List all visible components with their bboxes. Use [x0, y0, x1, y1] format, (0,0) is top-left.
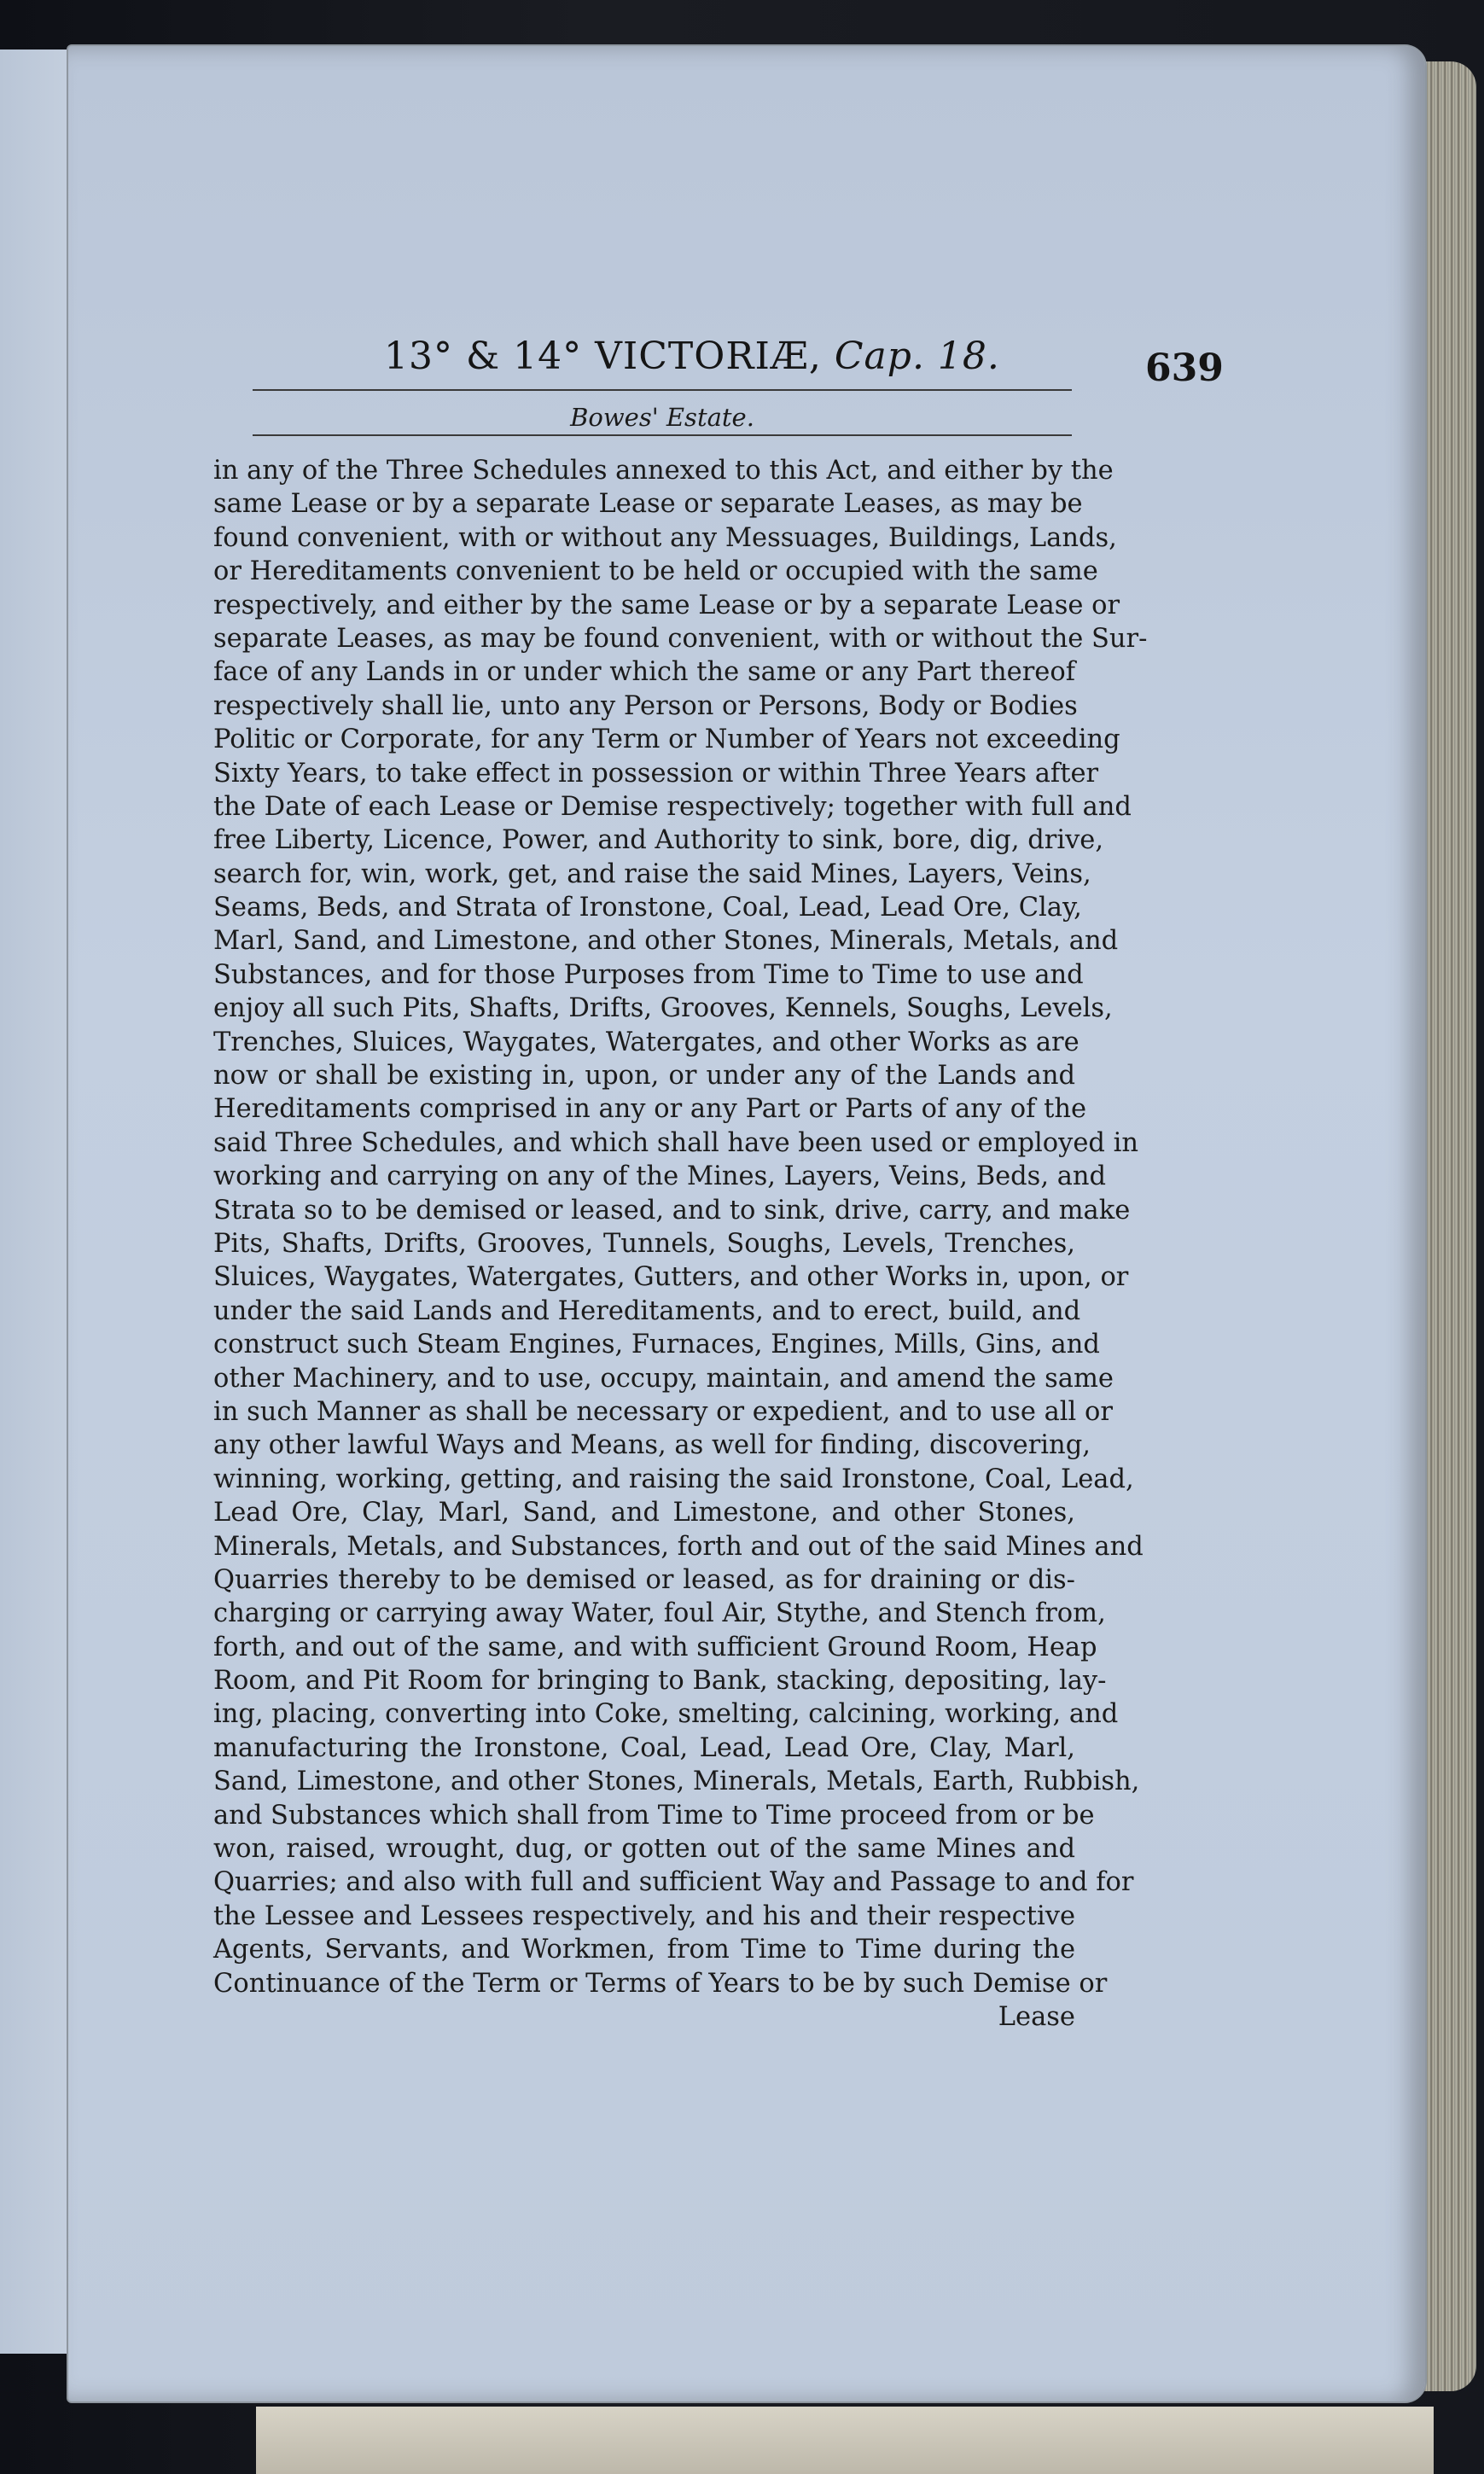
- text-line: Politic or Corporate, for any Term or Number of Years not exceeding: [213, 725, 1120, 755]
- text-line: enjoy all such Pits, Shafts, Drifts, Grooves, Kennels, Soughs, Levels,: [213, 993, 1113, 1024]
- page-number: 639: [1145, 346, 1224, 390]
- text-line: manufacturing the Ironstone, Coal, Lead, Lead Ore, Clay, Marl,: [213, 1732, 1075, 1763]
- text-line: respectively, and either by the same Lease or by a separate Lease or: [213, 590, 1120, 620]
- text-line: in any of the Three Schedules annexed to this Act, and either by the: [213, 456, 1114, 486]
- text-line: now or shall be existing in, upon, or under any of the Lands and: [213, 1061, 1075, 1091]
- running-head-title: 13° & 14° VICTORIÆ,: [384, 335, 822, 378]
- text-line: Substances, and for those Purposes from Time to Time to use and: [213, 959, 1084, 990]
- catchword: Lease: [998, 2001, 1075, 2032]
- text-line: construct such Steam Engines, Furnaces, Engines, Mills, Gins, and: [213, 1330, 1100, 1360]
- text-line: working and carrying on any of the Mines, Layers, Veins, Beds, and: [213, 1161, 1107, 1192]
- running-head-chapter: Cap. 18.: [834, 335, 1000, 378]
- text-line: Continuance of the Term or Terms of Years to be by such Demise or: [213, 1968, 1108, 1999]
- section-subhead: Bowes' Estate.: [570, 403, 754, 432]
- header-rule-bottom: [253, 434, 1072, 436]
- text-line: same Lease or by a separate Lease or separate Leases, as may be: [213, 489, 1083, 520]
- text-line: respectively shall lie, unto any Person or Persons, Body or Bodies: [213, 690, 1078, 721]
- text-line: won, raised, wrought, dug, or gotten out of the same Mines and: [213, 1834, 1075, 1865]
- text-line: Strata so to be demised or leased, and to sink, drive, carry, and make: [213, 1195, 1131, 1225]
- text-line: any other lawful Ways and Means, as well for finding, discovering,: [213, 1430, 1091, 1461]
- text-line: under the said Lands and Hereditaments, and to erect, build, and: [213, 1295, 1081, 1326]
- text-line: Minerals, Metals, and Substances, forth and out of the said Mines and: [213, 1531, 1144, 1562]
- text-line: and Substances which shall from Time to Time proceed from or be: [213, 1800, 1095, 1831]
- book-page: [67, 44, 1427, 2403]
- text-line: the Lessee and Lessees respectively, and his and their respective: [213, 1901, 1075, 1931]
- text-line: Quarries thereby to be demised or leased, as for draining or dis-: [213, 1564, 1075, 1595]
- text-line: Seams, Beds, and Strata of Ironstone, Coal, Lead, Lead Ore, Clay,: [213, 893, 1082, 923]
- running-head: [384, 335, 1000, 378]
- header-rule-top: [253, 389, 1072, 391]
- text-line: the Date of each Lease or Demise respectively; together with full and: [213, 791, 1132, 822]
- text-line: Room, and Pit Room for bringing to Bank, stacking, depositing, lay-: [213, 1666, 1107, 1697]
- text-line: Trenches, Sluices, Waygates, Watergates, and other Works as are: [213, 1027, 1080, 1057]
- text-line: forth, and out of the same, and with sufficient Ground Room, Heap: [213, 1632, 1097, 1662]
- text-line: search for, win, work, get, and raise the said Mines, Layers, Veins,: [213, 859, 1091, 889]
- text-line: in such Manner as shall be necessary or expedient, and to use all or: [213, 1396, 1113, 1427]
- text-line: Marl, Sand, and Limestone, and other Stones, Minerals, Metals, and: [213, 926, 1119, 957]
- body-text: [213, 454, 1148, 2034]
- text-line: Sixty Years, to take effect in possession or within Three Years after: [213, 758, 1099, 789]
- text-line: Agents, Servants, and Workmen, from Time to Time during the: [213, 1935, 1075, 1965]
- text-line: Sand, Limestone, and other Stones, Minerals, Metals, Earth, Rubbish,: [213, 1767, 1140, 1797]
- text-line: separate Leases, as may be found convenient, with or without the Sur-: [213, 623, 1148, 654]
- text-line: free Liberty, Licence, Power, and Authority to sink, bore, dig, drive,: [213, 825, 1104, 856]
- text-line: Lead Ore, Clay, Marl, Sand, and Limestone, and other Stones,: [213, 1498, 1075, 1528]
- text-line: Pits, Shafts, Drifts, Grooves, Tunnels, Soughs, Levels, Trenches,: [213, 1228, 1075, 1259]
- text-line: or Hereditaments convenient to be held or occupied with the same: [213, 556, 1098, 587]
- text-line: other Machinery, and to use, occupy, maintain, and amend the same: [213, 1363, 1114, 1394]
- text-line: Quarries; and also with full and sufficient Way and Passage to and for: [213, 1867, 1134, 1898]
- text-line: said Three Schedules, and which shall have been used or employed in: [213, 1127, 1138, 1158]
- page-underneath-strip: [256, 2407, 1434, 2474]
- text-line: ing, placing, converting into Coke, smelting, calcining, working, and: [213, 1699, 1119, 1730]
- text-line: Sluices, Waygates, Watergates, Gutters, and other Works in, upon, or: [213, 1262, 1129, 1293]
- text-line: found convenient, with or without any Messuages, Buildings, Lands,: [213, 522, 1117, 553]
- text-line: Hereditaments comprised in any or any Part or Parts of any of the: [213, 1094, 1087, 1125]
- text-line: charging or carrying away Water, foul Air, Stythe, and Stench from,: [213, 1598, 1106, 1629]
- text-line: face of any Lands in or under which the same or any Part thereof: [213, 657, 1075, 688]
- text-line: winning, working, getting, and raising the said Ironstone, Coal, Lead,: [213, 1464, 1134, 1494]
